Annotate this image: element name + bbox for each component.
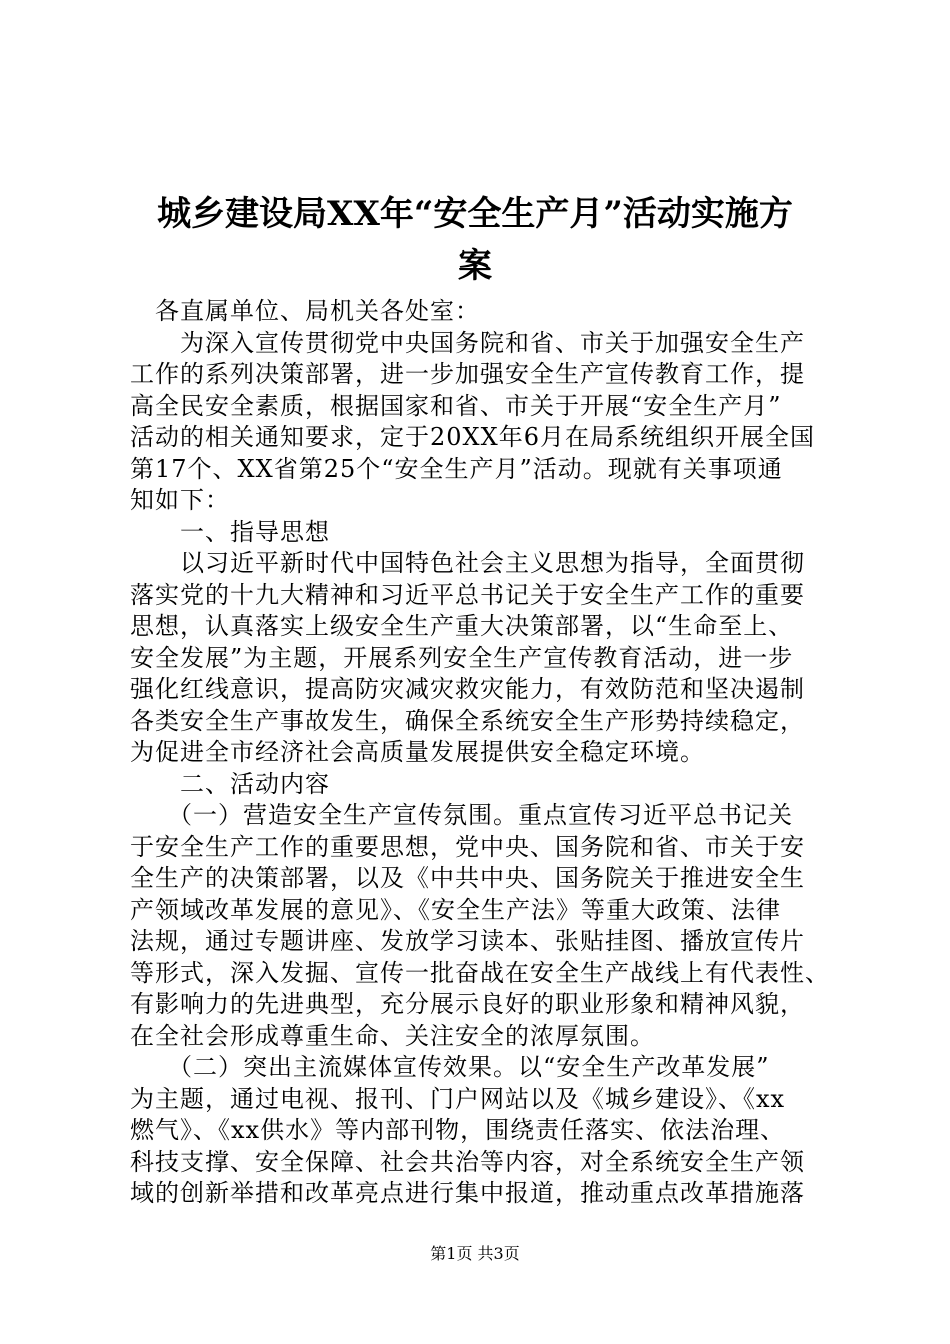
body-line: 各直属单位、局机关各处室： (130, 297, 480, 325)
body-line: 第17个、XX省第25个“安全生产月”活动。现就有关事项通 (130, 454, 783, 483)
body-line: 全生产的决策部署，以及《中共中央、国务院关于推进安全生 (130, 864, 805, 892)
page-footer: 第1页 共3页 (430, 1244, 520, 1263)
body-line: 于安全生产工作的重要思想，党中央、国务院和省、市关于安 (130, 832, 805, 861)
body-line: 在全社会形成尊重生命、关注安全的浓厚氛围。 (130, 1021, 655, 1050)
body-line: 产领域改革发展的意见》、《安全生产法》等重大政策、法律 (130, 895, 781, 924)
document-title-line-1: 城乡建设局XX年“安全生产月”活动实施方 (157, 194, 793, 234)
body-line: （一）营造安全生产宣传氛围。重点宣传习近平总书记关 (130, 801, 793, 829)
body-line: 强化红线意识，提高防灾减灾救灾能力，有效防范和坚决遏制 (130, 675, 805, 703)
body-line: 域的创新举措和改革亮点进行集中报道，推动重点改革措施落 (130, 1179, 805, 1207)
body-line: 科技支撑、安全保障、社会共治等内容，对全系统安全生产领 (130, 1147, 805, 1176)
body-line: 高全民安全素质，根据国家和省、市关于开展“安全生产月” (130, 391, 782, 420)
body-line: 为促进全市经济社会高质量发展提供安全稳定环境。 (130, 738, 705, 766)
body-line: 二、活动内容 (130, 769, 330, 798)
body-line: 落实党的十九大精神和习近平总书记关于安全生产工作的重要 (130, 580, 805, 609)
document-title-line-2: 案 (458, 246, 492, 286)
body-line: 各类安全生产事故发生，确保全系统安全生产形势持续稳定， (130, 706, 805, 735)
body-line: 以习近平新时代中国特色社会主义思想为指导，全面贯彻 (130, 549, 805, 577)
body-line: 思想，认真落实上级安全生产重大决策部署，以“生命至上、 (130, 612, 794, 640)
body-line: 燃气》、《xx供水》等内部刊物，围绕责任落实、依法治理、 (130, 1116, 786, 1144)
document-body (130, 296, 840, 1210)
body-line: 有影响力的先进典型，充分展示良好的职业形象和精神风貌， (130, 990, 805, 1018)
body-line: 为深入宣传贯彻党中央国务院和省、市关于加强安全生产 (130, 328, 805, 357)
body-line: 知如下： (130, 486, 230, 514)
body-line: 活动的相关通知要求，定于20XX年6月在局系统组织开展全国 (130, 423, 815, 451)
body-line: 安全发展”为主题，开展系列安全生产宣传教育活动，进一步 (130, 643, 794, 672)
body-line: 一、指导思想 (130, 517, 330, 546)
body-line: 等形式，深入发掘、宣传一批奋战在安全生产战线上有代表性、 (130, 958, 830, 987)
body-line: 法规，通过专题讲座、发放学习读本、张贴挂图、播放宣传片 (130, 927, 805, 955)
body-line: 工作的系列决策部署，进一步加强安全生产宣传教育工作，提 (130, 360, 805, 388)
body-line: 为主题，通过电视、报刊、门户网站以及《城乡建设》、《xx (130, 1084, 786, 1113)
body-line: （二）突出主流媒体宣传效果。以“安全生产改革发展” (130, 1053, 770, 1081)
